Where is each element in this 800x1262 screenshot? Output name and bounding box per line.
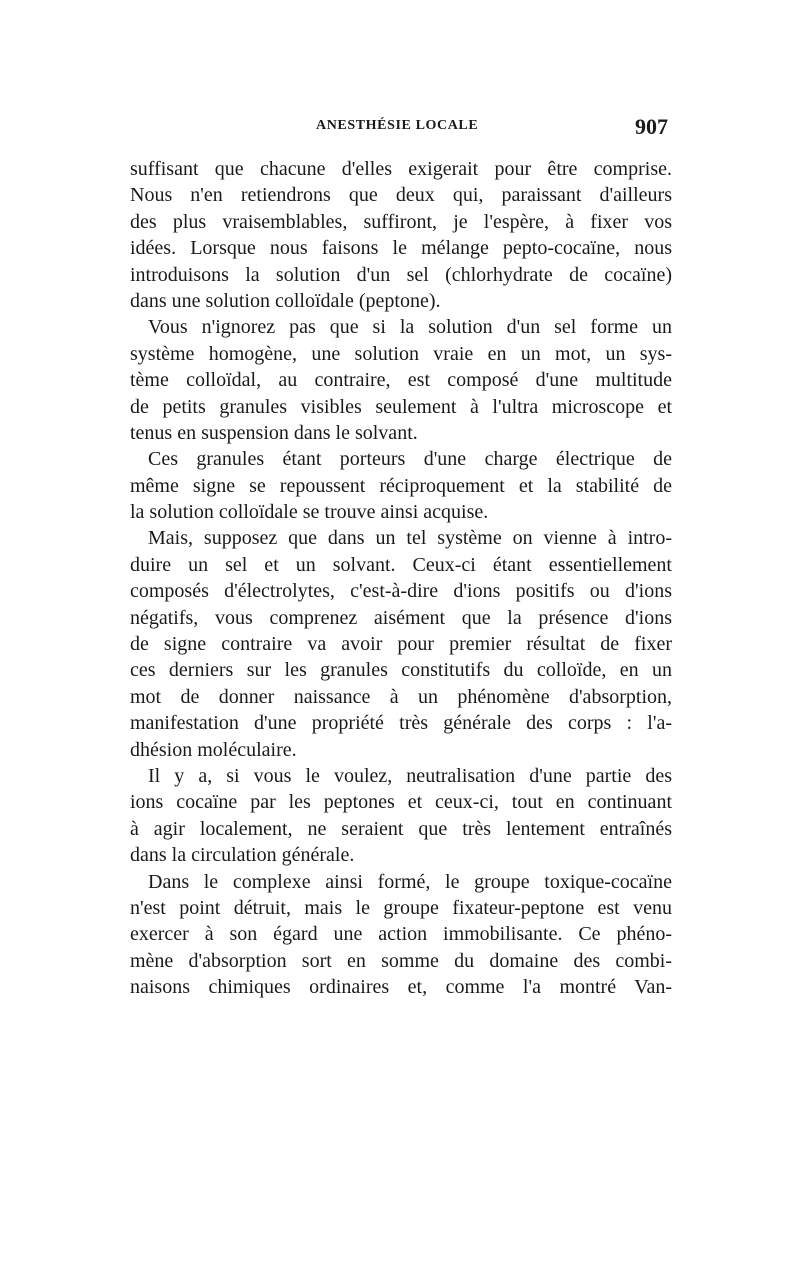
text-line: dhésion moléculaire. — [130, 738, 297, 761]
text-line: duire un sel et un solvant. Ceux-ci étant essentiellement — [130, 553, 672, 576]
text-line: manifestation d'une propriété très générale des corps : l'a- — [130, 712, 672, 735]
text-line: idées. Lorsque nous faisons le mélange pepto-cocaïne, nous — [130, 237, 672, 260]
text-line: mot de donner naissance à un phénomène d'absorption, — [130, 685, 672, 708]
text-line: tème colloïdal, au contraire, est composé d'une multitude — [130, 369, 672, 392]
page-number: 907 — [635, 114, 668, 139]
text-line: tenus en suspension dans le solvant. — [130, 421, 418, 444]
text-line: système homogène, une solution vraie en un mot, un sys- — [130, 342, 672, 365]
text-line: exercer à son égard une action immobilisante. Ce phéno- — [130, 923, 672, 946]
text-line: dans la circulation générale. — [130, 844, 355, 867]
text-line: de signe contraire va avoir pour premier résultat de fixer — [130, 633, 672, 656]
text-line: suffisant que chacune d'elles exigerait pour être comprise. — [130, 158, 672, 180]
text-line: des plus vraisemblables, suffiront, je l'espère, à fixer vos — [130, 210, 672, 233]
running-head — [128, 114, 670, 142]
text-line: à agir localement, ne seraient que très lentement entraînés — [130, 817, 672, 840]
text-line: introduisons la solution d'un sel (chlorhydrate de cocaïne) — [130, 263, 672, 286]
text-line: Vous n'ignorez pas que si la solution d'un sel forme un — [148, 316, 672, 339]
text-line: Ces granules étant porteurs d'une charge électrique de — [148, 448, 672, 471]
text-line: n'est point détruit, mais le groupe fixateur-peptone est venu — [130, 896, 672, 919]
text-line: dans une solution colloïdale (peptone). — [130, 289, 441, 312]
text-line: mène d'absorption sort en somme du domaine des combi- — [130, 949, 672, 972]
text-line: même signe se repoussent réciproquement et la stabilité de — [130, 474, 672, 497]
text-line: négatifs, vous comprenez aisément que la présence d'ions — [130, 606, 672, 629]
text-line: ions cocaïne par les peptones et ceux-ci, tout en continuant — [130, 791, 672, 814]
text-line: composés d'électrolytes, c'est-à-dire d'ions positifs ou d'ions — [130, 580, 672, 603]
text-line: naisons chimiques ordinaires et, comme l'a montré Van- — [130, 976, 672, 999]
text-line: de petits granules visibles seulement à l'ultra microscope et — [130, 395, 672, 418]
text-line: Nous n'en retiendrons que deux qui, paraissant d'ailleurs — [130, 184, 672, 207]
text-line: Mais, supposez que dans un tel système on vienne à intro- — [148, 527, 672, 550]
text-line: la solution colloïdale se trouve ainsi acquise. — [130, 501, 489, 524]
running-title: ANESTHÉSIE LOCALE — [316, 118, 479, 133]
text-line: Dans le complexe ainsi formé, le groupe toxique-cocaïne — [148, 870, 672, 893]
text-line: ces derniers sur les granules constitutifs du colloïde, en un — [130, 659, 672, 682]
text-line: Il y a, si vous le voulez, neutralisation d'une partie des — [148, 764, 672, 787]
body-text — [130, 156, 672, 1001]
